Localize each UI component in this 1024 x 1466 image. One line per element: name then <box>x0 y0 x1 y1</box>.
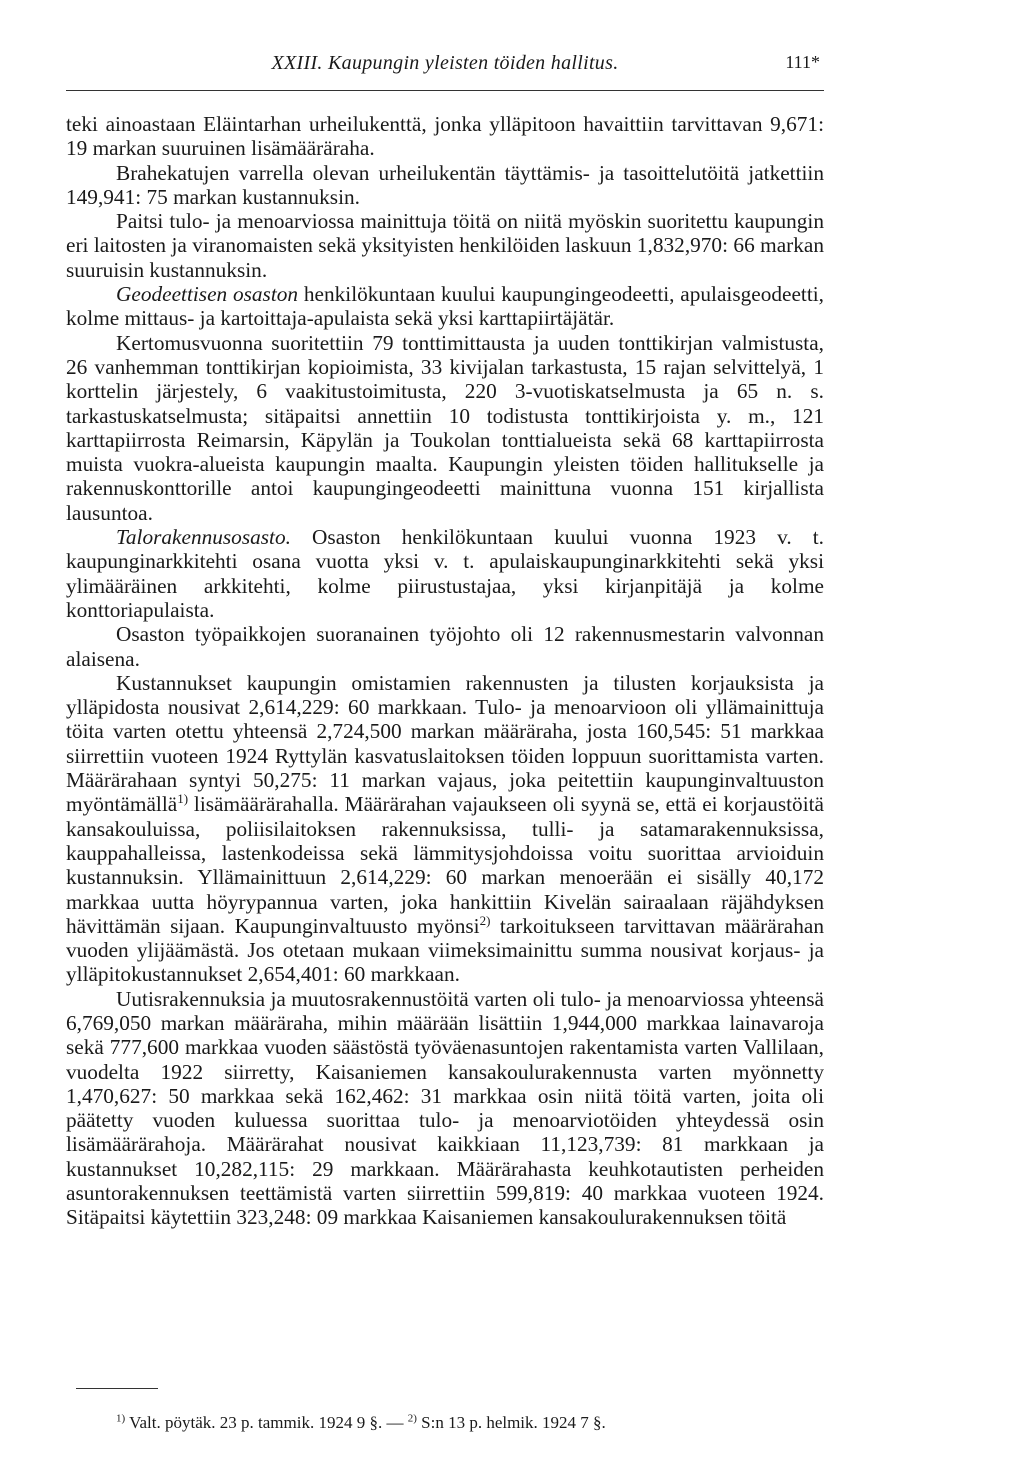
header-rule <box>66 90 824 91</box>
body-text <box>66 112 824 1230</box>
paragraph-4-text: henkilökuntaan kuului kaupungingeodeetti, apulaisgeodeetti, kolme mittaus- ja kartoittaja-apulaista sekä yksi karttapiirtäjätär. <box>66 282 824 331</box>
page-number: 111* <box>785 52 820 72</box>
paragraph-8-part-b: lisämäärärahalla. Määrärahan vajaukseen oli syynä se, että ei korjaustöitä kansakouluissa, poliisilaitoksen rakennuksissa, tulli- ja satamarakennuksissa, kauppahalleissa, lastenkodeissa sekä lämmitysjohdoissa voitu suorittaa arvioiduin kustannuksin. Yllämainittuun 2,614,229: 60 markan menoerään ei sisälly 40,172 markkaa uutta höyrypannua varten, joka hankittiin Kivelän sairaalaan räjähdyksen hävittämän sijaan. Kaupunginvaltuusto myönsi <box>66 792 824 938</box>
footnotes <box>116 1413 836 1433</box>
paragraph-6 <box>66 525 824 622</box>
paragraph-3: Paitsi tulo- ja menoarviossa mainittuja töitä on niitä myöskin suoritettu kaupungin eri laitosten ja viranomaisten sekä yksityisten henkilöiden laskuun 1,832,970: 66 markan suuruisin kustannuksin. <box>66 209 824 282</box>
paragraph-1: teki ainoastaan Eläintarhan urheilukenttä, jonka ylläpitoon havaittiin tarvittavan 9,671: 19 markan suuruinen lisämääräraha. <box>66 112 824 161</box>
footnote-2: S:n 13 p. helmik. 1924 7 §. <box>416 1413 606 1432</box>
footnote-ref-2: 2) <box>479 912 491 928</box>
paragraph-4 <box>66 282 824 331</box>
footnote-1: Valt. pöytäk. 23 p. tammik. 1924 9 §. — <box>125 1413 408 1432</box>
footnote-ref-1: 1) <box>177 791 189 807</box>
paragraph-6-text: Osaston henkilökuntaan kuului vuonna 1923 v. t. kaupunginarkkitehti osana vuotta yksi v. t. apulaiskaupunginarkkitehti sekä yksi ylimääräinen arkkitehti, kolme piirustustajaa, yksi kirjanpitäjä ja kolme konttoriapulaista. <box>66 525 824 622</box>
footnote-mark-1: 1) <box>116 1412 126 1425</box>
running-title: XXIII. Kaupungin yleisten töiden hallitus. <box>271 52 619 74</box>
paragraph-8 <box>66 671 824 987</box>
paragraph-2: Brahekatujen varrella olevan urheilukentän täyttämis- ja tasoittelutöitä jatkettiin 149,941: 75 markan kustannuksin. <box>66 160 824 209</box>
running-header <box>66 52 824 84</box>
document-page <box>66 52 824 1432</box>
footnote-mark-2: 2) <box>407 1412 417 1425</box>
paragraph-5: Kertomusvuonna suoritettiin 79 tonttimittausta ja uuden tonttikirjan valmistusta, 26 vanhemman tonttikirjan kopioimista, 33 kivijalan tarkastusta, 15 rajan selvittelyä, 1 korttelin järjestely, 6 vaakitustoimitusta, 220 3-vuotiskatselmusta ja 65 n. s. tarkastuskatselmusta; sitäpaitsi annettiin 10 todistusta tonttikirjoista y. m., 121 karttapiirrosta Reimarsin, Käpylän ja Toukolan tonttialueista sekä 68 karttapiirrosta muista vuokra-alueista kaupungin maalta. Kaupungin yleisten töiden hallitukselle ja rakennuskonttorille antoi kaupungingeodeetti mainittuna vuonna 151 kirjallista lausuntoa. <box>66 330 824 525</box>
paragraph-9: Uutisrakennuksia ja muutosrakennustöitä varten oli tulo- ja menoarviossa yhteensä 6,769,050 markan määräraha, mihin määrään lisättiin 1,944,000 markkaa lainavaroja sekä 777,600 markkaa vuoden säästöstä työväenasuntojen rakentamista varten Vallilaan, vuodelta 1922 siirretty, Kaisaniemen kansakoulurakennusta varten myönnetty 1,470,627: 50 markkaa sekä 162,462: 31 markkaa osin niitä töitä varten, joita oli päätetty vuoden kuluessa suorittaa tulo- ja menoarviotöiden yhteydessä osin lisämäärärahoja. Määrärahat nousivat kaikkiaan 11,123,739: 81 markkaan ja kustannukset 10,282,115: 29 markkaan. Määrärahasta keuhkotautisten perheiden asuntorakennuksen teettämistä varten siirrettiin 599,819: 40 markkaa vuoteen 1924. Sitäpaitsi käytettiin 323,248: 09 markkaa Kaisaniemen kansakoulurakennuksen töitä <box>66 986 824 1230</box>
paragraph-8-part-c: tarkoitukseen tarvittavan määrärahan vuoden ylijäämästä. Jos otetaan mukaan viimeksimainittu summa nousivat korjaus- ja ylläpitokustannukset 2,654,401: 60 markkaan. <box>66 913 824 987</box>
footnote-rule <box>76 1388 158 1389</box>
section-lead-building: Talorakennusosasto. <box>116 525 291 550</box>
paragraph-7: Osaston työpaikkojen suoranainen työjohto oli 12 rakennusmestarin valvonnan alaisena. <box>66 622 824 671</box>
section-lead-geodetic: Geodeettisen osaston <box>116 282 299 307</box>
paragraph-8-part-a: Kustannukset kaupungin omistamien rakennusten ja tilusten korjauksista ja ylläpidosta nousivat 2,614,229: 60 markkaan. Tulo- ja menoarvioon oli yllämainittuja töita varten otettu yhteensä 2,724,500 markan määräraha, josta 160,545: 51 markkaa siirrettiin vuoteen 1924 Ryttylän kasvatuslaitoksen töiden loppuun suorittamista varten. Määrärahaan syntyi 50,275: 11 markan vajaus, joka peitettiin kaupunginvaltuuston myöntämällä <box>66 670 824 817</box>
